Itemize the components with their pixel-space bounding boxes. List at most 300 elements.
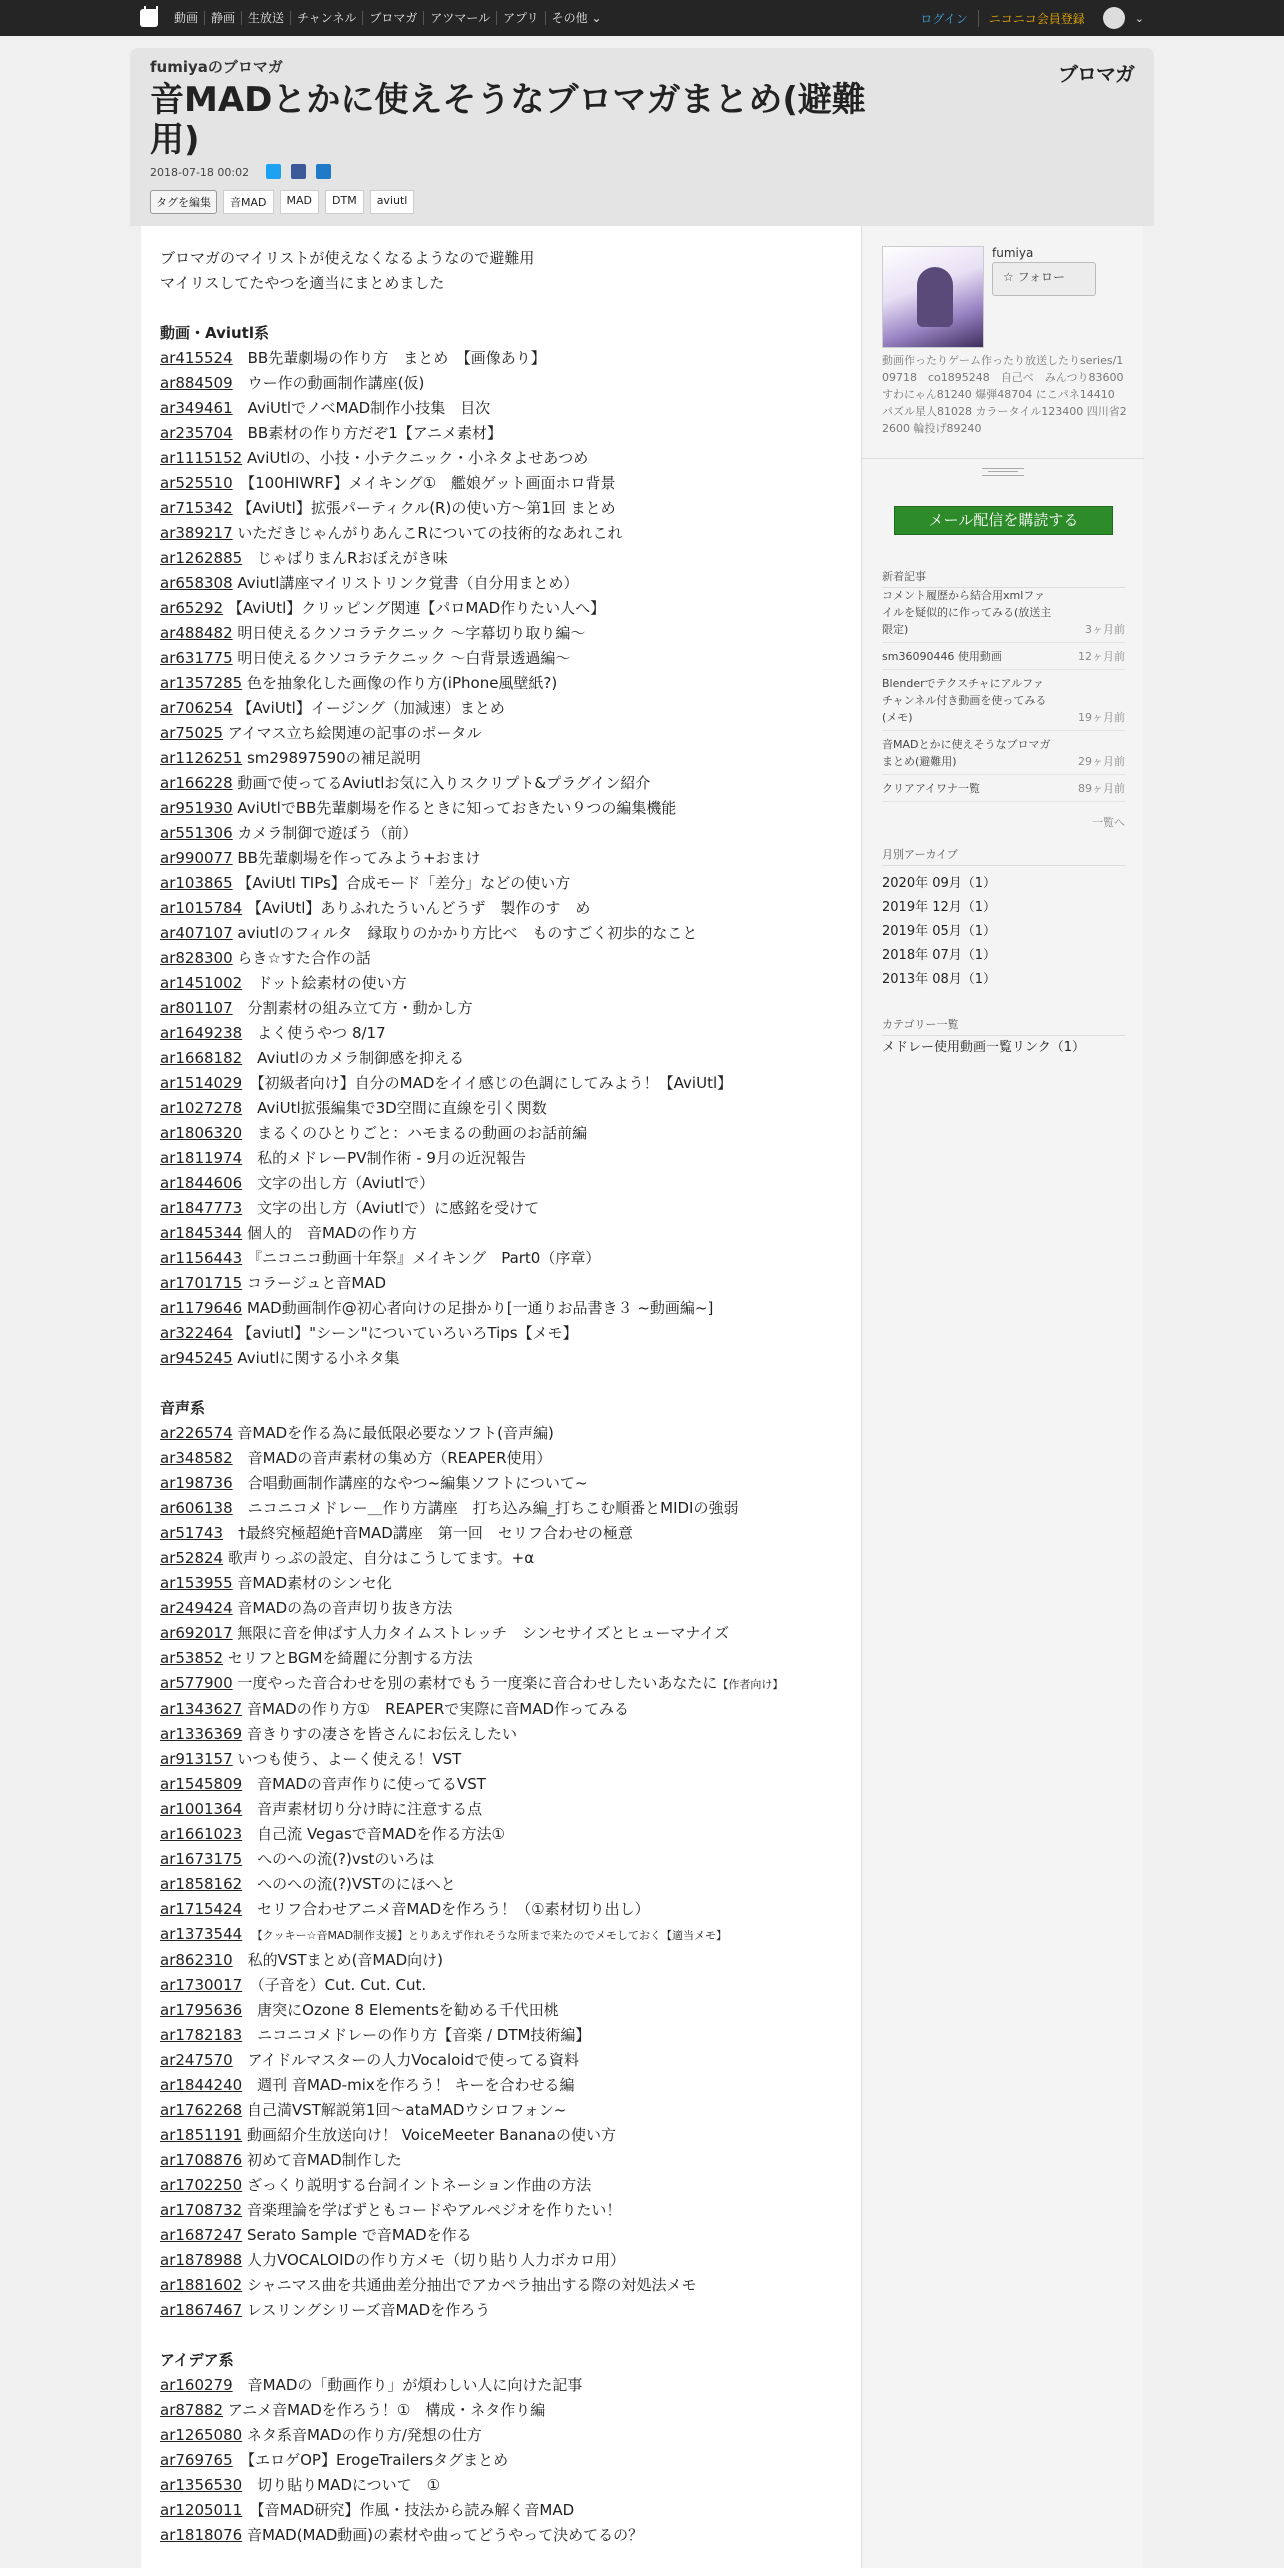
article-link[interactable]: ar862310: [160, 1951, 233, 1969]
article-link[interactable]: ar53852: [160, 1649, 224, 1667]
recent-post-item[interactable]: [882, 731, 1125, 775]
article-link-row: [160, 2398, 840, 2423]
article-link-title: 音MADの音声作りに使ってるVST: [242, 1775, 486, 1793]
article-link-row: [160, 796, 840, 821]
chevron-down-icon: ⌄: [591, 11, 602, 25]
article-link[interactable]: ar990077: [160, 849, 233, 867]
article-link-title: 明日使えるクソコラテクニック ～白背景透過編～: [232, 649, 571, 667]
article-link-row: [160, 1346, 840, 1371]
chevron-down-icon[interactable]: ⌄: [1134, 11, 1144, 25]
archive-item[interactable]: 2018年 07月（1）: [882, 948, 997, 963]
article-link[interactable]: ar1015784: [160, 899, 243, 917]
article-link[interactable]: ar488482: [160, 624, 233, 642]
article-link-row: [160, 2498, 840, 2523]
article-link-title: 音MAD素材のシンセ化: [232, 1574, 392, 1592]
article-link-row: [160, 1847, 840, 1872]
tag-item[interactable]: 音MAD: [223, 190, 274, 214]
article-link[interactable]: ar1844240: [160, 2076, 243, 2094]
article-link[interactable]: ar1343627: [160, 1700, 243, 1718]
recent-post-age: 12ヶ月前: [1078, 650, 1125, 663]
article-body: [160, 246, 840, 2548]
article-link-row: [160, 1021, 840, 1046]
article-link[interactable]: ar349461: [160, 399, 233, 417]
article-link-row: [160, 1772, 840, 1797]
recent-post-item[interactable]: [882, 775, 1125, 802]
article-link-title: 個人的 音MADの作り方: [242, 1224, 417, 1242]
article-link-row: [160, 1797, 840, 1822]
article-link[interactable]: ar1514029: [160, 1074, 243, 1092]
article-link-title: 【aviutl】"シーン"についていろいろTips【メモ】: [232, 1324, 578, 1342]
article-link-note: 【作者向け】: [717, 1678, 784, 1691]
article-link[interactable]: ar1795636: [160, 2001, 243, 2019]
article-link[interactable]: ar606138: [160, 1499, 233, 1517]
article-link[interactable]: ar551306: [160, 824, 233, 842]
article-link-row: [160, 596, 840, 621]
article-link[interactable]: ar1708876: [160, 2151, 243, 2169]
article-link[interactable]: ar1027278: [160, 1099, 243, 1117]
article-link-row: [160, 1246, 840, 1271]
article-link-row: [160, 1521, 840, 1546]
article-link[interactable]: ar87882: [160, 2401, 224, 2419]
article-link-row: [160, 1421, 840, 1446]
article-link-title: いただきじゃんがりあんこRについての技術的なあれこれ: [232, 524, 623, 542]
article-link[interactable]: ar1265080: [160, 2426, 243, 2444]
article-link-row: [160, 521, 840, 546]
blog-name[interactable]: fumiyaのブロマガ: [150, 58, 283, 76]
recent-post-item[interactable]: [882, 582, 1125, 643]
article-link-title: 【エロゲOP】ErogeTrailersタグまとめ: [232, 2451, 509, 2469]
article-link-row: [160, 1671, 840, 1697]
facebook-share-icon[interactable]: [291, 164, 306, 179]
article-link-title: シャニマス曲を共通曲差分抽出でアカペラ抽出する際の対処法メモ: [242, 2276, 697, 2294]
article-link[interactable]: ar1373544: [160, 1925, 243, 1943]
article-link-title: BB先輩劇場の作り方 まとめ 【画像あり】: [232, 349, 546, 367]
tag-item[interactable]: MAD: [280, 190, 320, 214]
intro-line: ブロマガのマイリストが使えなくなるようなので避難用: [160, 249, 535, 267]
article-link[interactable]: ar1708732: [160, 2201, 243, 2219]
article-link-title: [242, 1925, 257, 1943]
article-link[interactable]: ar525510: [160, 474, 233, 492]
recent-post-title: Blenderでテクスチャにアルファチャンネル付き動画を使ってみる(メモ): [882, 677, 1047, 724]
login-link[interactable]: ログイン: [920, 11, 968, 26]
article-link[interactable]: ar1336369: [160, 1725, 243, 1743]
article-link-title: レスリングシリーズ音MADを作ろう: [242, 2301, 491, 2319]
article-link-title: セリフ合わせアニメ音MADを作ろう！（①素材切り出し）: [242, 1900, 650, 1918]
article-link[interactable]: ar389217: [160, 524, 233, 542]
article-container: [141, 226, 861, 2568]
nav-item-blomaga[interactable]: ブロマガ: [363, 11, 424, 25]
article-link-title: 私的VSTまとめ(音MAD向け): [232, 1951, 444, 1969]
recent-post-item[interactable]: [882, 670, 1125, 731]
recent-post-age: 3ヶ月前: [1085, 623, 1125, 636]
article-link[interactable]: ar166228: [160, 774, 233, 792]
section-heading: アイデア系: [160, 2351, 234, 2369]
article-link-row: [160, 696, 840, 721]
article-link-title: 私的メドレーPV制作術 - 9月の近況報告: [242, 1149, 526, 1167]
article-link-row: [160, 2048, 840, 2073]
divider: [862, 458, 1144, 460]
article-link-title: 音MADの「動画作り」が煩わしい人に向けた記事: [232, 2376, 583, 2394]
article-link-row: [160, 896, 840, 921]
recent-post-title: 音MADとかに使えそうなブロマガまとめ(避難用): [882, 738, 1051, 768]
article-link[interactable]: ar1205011: [160, 2501, 243, 2519]
article-link-row: [160, 496, 840, 521]
article-link[interactable]: ar828300: [160, 949, 233, 967]
article-link-title: 歌声りっぷの設定、自分はこうしてます。+α: [223, 1549, 535, 1567]
article-link[interactable]: ar1701715: [160, 1274, 243, 1292]
article-link-row: [160, 1046, 840, 1071]
article-link[interactable]: ar715342: [160, 499, 233, 517]
article-link[interactable]: ar1845344: [160, 1224, 243, 1242]
article-link-title: Serato Sample で音MADを作る: [242, 2226, 472, 2244]
archive-item[interactable]: 2020年 09月（1）: [882, 876, 997, 891]
article-link[interactable]: ar1811974: [160, 1149, 243, 1167]
article-link-title: 音MAD(MAD動画)の素材や曲ってどうやって決めてるの？: [242, 2526, 644, 2544]
article-link-title: 自己流 Vegasで音MADを作る方法①: [242, 1825, 505, 1843]
article-link[interactable]: ar1762268: [160, 2101, 243, 2119]
article-link-title: Aviutl講座マイリストリンク覚書（自分用まとめ）: [232, 574, 579, 592]
article-link-title: Aviutlのカメラ制御感を抑える: [242, 1049, 465, 1067]
article-link-row: [160, 571, 840, 596]
user-avatar-icon[interactable]: [1103, 7, 1125, 29]
blog-header: [130, 48, 1154, 226]
article-link[interactable]: ar1673175: [160, 1850, 243, 1868]
recent-post-age: 89ヶ月前: [1078, 782, 1125, 795]
section-spacer: [160, 2323, 840, 2348]
article-link-title: Aviutlに関する小ネタ集: [232, 1349, 400, 1367]
article-link-row: [160, 2223, 840, 2248]
article-link-row: [160, 2373, 840, 2398]
article-link[interactable]: ar1730017: [160, 1976, 243, 1994]
category-item[interactable]: メドレー使用動画一覧リンク（1）: [882, 1040, 1086, 1055]
article-link[interactable]: ar1858162: [160, 1875, 243, 1893]
article-link-row: [160, 546, 840, 571]
article-link[interactable]: ar1867467: [160, 2301, 243, 2319]
article-link-title: 音MADの為の音声切り抜き方法: [232, 1599, 453, 1617]
article-link-title: 分割素材の組み立て方・動かし方: [232, 999, 473, 1017]
article-link[interactable]: ar407107: [160, 924, 233, 942]
article-link[interactable]: ar1126251: [160, 749, 243, 767]
share-buttons: [266, 164, 331, 179]
article-link-row: [160, 1146, 840, 1171]
follow-button[interactable]: [992, 262, 1096, 296]
section-heading: 動画・Aviutl系: [160, 324, 269, 342]
article-link-row: [160, 946, 840, 971]
article-link-title: 動画で使ってるAviutlお気に入りスクリプト&プラグイン紹介: [232, 774, 651, 792]
archive-item[interactable]: 2019年 05月（1）: [882, 924, 997, 939]
nav-item-app[interactable]: アプリ: [497, 11, 546, 25]
article-link-row: [160, 1948, 840, 1973]
article-link[interactable]: ar1262885: [160, 549, 243, 567]
nav-item-seiga[interactable]: 静画: [205, 11, 242, 25]
article-link-title: aviutlのフィルタ 縁取りのかかり方比べ ものすごく初歩的なこと: [232, 924, 698, 942]
article-link-row: [160, 1096, 840, 1121]
article-link-row: [160, 1897, 840, 1922]
article-link[interactable]: ar1156443: [160, 1249, 243, 1267]
recent-post-title: コメント履歴から結合用xmlファイルを疑似的に作ってみる(放送主限定): [882, 589, 1052, 636]
article-link-title: 【AviUtl】拡張パーティクル(R)の使い方～第1回 まとめ: [232, 499, 616, 517]
tag-list: [150, 190, 414, 214]
recent-heading: 新着記事: [882, 568, 1125, 588]
article-link-title: AviUtl拡張編集で3D空間に直線を引く関数: [242, 1099, 547, 1117]
nav-item-live[interactable]: 生放送: [242, 11, 291, 25]
post-date: 2018-07-18 00:02: [150, 166, 250, 179]
article-link-title: （子音を）Cut. Cut. Cut.: [242, 1976, 427, 1994]
recent-post-item[interactable]: [882, 643, 1125, 670]
twitter-share-icon[interactable]: [266, 164, 281, 179]
article-link[interactable]: ar1881602: [160, 2276, 243, 2294]
article-link-row: [160, 646, 840, 671]
article-link[interactable]: ar945245: [160, 1349, 233, 1367]
article-link[interactable]: ar1847773: [160, 1199, 243, 1217]
article-link-title: †最終究極超絶†音MAD講座 第一回 セリフ合わせの極意: [223, 1524, 633, 1542]
article-link-row: [160, 746, 840, 771]
category-list: [882, 1036, 1125, 1060]
article-link-row: [160, 2298, 840, 2323]
article-link-row: [160, 621, 840, 646]
article-link[interactable]: ar884509: [160, 374, 233, 392]
article-link-title: 【AviUtl】クリッピング関連【パロMAD作りたい人へ】: [223, 599, 606, 617]
article-link-row: [160, 2523, 840, 2548]
article-link-title: ネタ系音MADの作り方/発想の仕方: [242, 2426, 482, 2444]
mail-subscribe-button[interactable]: メール配信を購読する: [894, 506, 1113, 535]
article-link-title: 【音MAD研究】作風・技法から読み解く音MAD: [242, 2501, 575, 2519]
article-link-title: 切り貼りMADについて ①: [242, 2476, 441, 2494]
article-link-row: [160, 2173, 840, 2198]
article-link-row: [160, 2098, 840, 2123]
tag-item[interactable]: aviutl: [370, 190, 415, 214]
profile-avatar[interactable]: [882, 246, 984, 348]
article-link-title: ニコニコメドレー＿作り方講座 打ち込み編_打ちこむ順番とMIDIの強弱: [232, 1499, 739, 1517]
article-link[interactable]: ar1687247: [160, 2226, 243, 2244]
follow-label: フォロー: [1017, 270, 1065, 284]
article-link-title: 色を抽象化した画像の作り方(iPhone風壁紙?): [242, 674, 558, 692]
article-link-title: 音声素材切り分け時に注意する点: [242, 1800, 483, 1818]
article-link-row: [160, 821, 840, 846]
article-link-title: ウー作の動画制作講座(仮): [232, 374, 425, 392]
nav-item-more[interactable]: [546, 11, 608, 25]
article-link[interactable]: ar801107: [160, 999, 233, 1017]
collapse-handle-icon[interactable]: [982, 468, 1024, 476]
article-link-title: アイドルマスターの人力Vocaloidで使ってる資料: [232, 2051, 580, 2069]
hatena-bookmark-icon[interactable]: [316, 164, 331, 179]
article-link[interactable]: ar235704: [160, 424, 233, 442]
article-link-title: MAD動画制作@初心者向けの足掛かり[一通りお品書き３ ~動画編~]: [242, 1299, 714, 1317]
nav-more-label: その他: [551, 11, 588, 25]
more-link[interactable]: 一覧へ: [1092, 816, 1125, 829]
category-heading: カテゴリー一覧: [882, 1016, 1125, 1036]
article-link-title: 文字の出し方（Aviutlで）: [242, 1174, 435, 1192]
section-spacer: [160, 1371, 840, 1396]
article-link[interactable]: ar1115152: [160, 449, 243, 467]
article-link[interactable]: ar1851191: [160, 2126, 243, 2144]
article-link[interactable]: ar1806320: [160, 1124, 243, 1142]
article-link[interactable]: ar706254: [160, 699, 233, 717]
article-link[interactable]: ar249424: [160, 1599, 233, 1617]
article-link-title: コラージュと音MAD: [242, 1274, 387, 1292]
article-link-row: [160, 996, 840, 1021]
article-link[interactable]: ar153955: [160, 1574, 233, 1592]
recent-post-age: 19ヶ月前: [1078, 711, 1125, 724]
article-link-row: [160, 721, 840, 746]
article-link[interactable]: ar198736: [160, 1474, 233, 1492]
article-link[interactable]: ar913157: [160, 1750, 233, 1768]
article-link[interactable]: ar1818076: [160, 2526, 243, 2544]
article-link[interactable]: ar226574: [160, 1424, 233, 1442]
article-link[interactable]: ar1715424: [160, 1900, 243, 1918]
archive-item[interactable]: 2013年 08月（1）: [882, 972, 997, 987]
article-link[interactable]: ar1356530: [160, 2476, 243, 2494]
article-link-row: [160, 471, 840, 496]
article-link-row: [160, 2248, 840, 2273]
section-heading: 音声系: [160, 1399, 206, 1417]
article-link-row: [160, 2023, 840, 2048]
article-link-title: AviUtlでノベMAD制作小技集 目次: [232, 399, 491, 417]
profile-description: 動画作ったりゲーム作ったり放送したりseries/109718 co1895248 自己べ みんつり83600 すわにゃん81240 爆弾48704 にこパネ14410 パズル星人81028 カラータイル123400 四川省22600 輪投げ89240: [882, 354, 1127, 435]
article-link[interactable]: ar1782183: [160, 2026, 243, 2044]
article-link-row: [160, 396, 840, 421]
article-link[interactable]: ar160279: [160, 2376, 233, 2394]
article-link-title: 週刊 音MAD-mixを作ろう！ キーを合わせる編: [242, 2076, 575, 2094]
article-link-title: 自己満VST解説第1回～ataMADウシロフォン~: [242, 2101, 567, 2119]
article-link-title: BB素材の作り方だぞ1【アニメ素材】: [232, 424, 503, 442]
article-link-row: [160, 1171, 840, 1196]
article-link-row: [160, 1571, 840, 1596]
article-link-row: [160, 1471, 840, 1496]
nav-item-atsumaru[interactable]: アツマール: [424, 11, 497, 25]
article-link[interactable]: ar415524: [160, 349, 233, 367]
nav-item-channel[interactable]: チャンネル: [291, 11, 363, 25]
article-link-row: [160, 371, 840, 396]
article-link-title: 文字の出し方（Aviutlで）に感銘を受けて: [242, 1199, 540, 1217]
article-link-note: 【クッキー☆音MAD制作支援】とりあえず作れそうな所まで来たのでメモしておく【適当メモ】: [257, 1929, 728, 1942]
article-link-title: いつも使う、よーく使える！VST: [232, 1750, 462, 1768]
article-link[interactable]: ar1661023: [160, 1825, 243, 1843]
article-link-row: [160, 1646, 840, 1671]
article-link-row: [160, 1121, 840, 1146]
article-link-row: [160, 1071, 840, 1096]
article-link-title: ざっくり説明する台詞イントネーション作曲の方法: [242, 2176, 592, 2194]
article-link-row: [160, 2473, 840, 2498]
article-title: 音MADとかに使えそうなブロマガまとめ(避難用): [150, 80, 866, 160]
article-link-title: 【初級者向け】自分のMADをイイ感じの色調にしてみよう！【AviUtl】: [242, 1074, 733, 1092]
article-link[interactable]: ar1668182: [160, 1049, 243, 1067]
star-icon: ☆: [1003, 270, 1014, 284]
article-link-title: 音楽理論を学ばずともコードやアルペジオを作りたい！: [242, 2201, 622, 2219]
article-link-title: 明日使えるクソコラテクニック ～字幕切り取り編～: [232, 624, 586, 642]
article-link[interactable]: ar1702250: [160, 2176, 243, 2194]
article-link-title: 【AviUtl】ありふれたういんどうず 製作のす め: [242, 899, 591, 917]
article-link-row: [160, 1998, 840, 2023]
article-link-row: [160, 1546, 840, 1571]
recent-post-title: sm36090446 使用動画: [882, 650, 1002, 663]
edit-tags-button[interactable]: タグを編集: [150, 190, 217, 214]
article-link[interactable]: ar631775: [160, 649, 233, 667]
article-link-row: [160, 1196, 840, 1221]
article-link-row: [160, 1697, 840, 1722]
article-link-row: [160, 846, 840, 871]
section-spacer: [160, 296, 840, 321]
article-link-row: [160, 1922, 840, 1948]
article-link[interactable]: ar951930: [160, 799, 233, 817]
article-link-row: [160, 1822, 840, 1847]
global-nav: [168, 0, 608, 36]
article-link-title: セリフとBGMを綺麗に分割する方法: [223, 1649, 473, 1667]
article-link[interactable]: ar1844606: [160, 1174, 243, 1192]
article-link-title: アイマス立ち絵関連の記事のポータル: [223, 724, 482, 742]
article-link-row: [160, 871, 840, 896]
recent-posts-list: [882, 582, 1125, 830]
article-link-row: [160, 1221, 840, 1246]
article-link[interactable]: ar1001364: [160, 1800, 243, 1818]
article-link-title: 無限に音を伸ばす人力タイムストレッチ シンセサイズとヒューマナイズ: [232, 1624, 730, 1642]
article-link[interactable]: ar322464: [160, 1324, 233, 1342]
article-link-title: 合唱動画制作講座的なやつ~編集ソフトについて~: [232, 1474, 588, 1492]
article-link[interactable]: ar75025: [160, 724, 224, 742]
article-link[interactable]: ar1179646: [160, 1299, 243, 1317]
article-link[interactable]: ar1545809: [160, 1775, 243, 1793]
article-link-title: 初めて音MAD制作した: [242, 2151, 402, 2169]
article-link[interactable]: ar348582: [160, 1449, 233, 1467]
article-link[interactable]: ar1451002: [160, 974, 243, 992]
niconico-logo-icon[interactable]: [140, 9, 158, 27]
top-nav-bar: [0, 0, 1284, 36]
article-link-row: [160, 346, 840, 371]
article-link-title: BB先輩劇場を作ってみよう+おまけ: [232, 849, 481, 867]
article-link[interactable]: ar1649238: [160, 1024, 243, 1042]
profile-username[interactable]: fumiya: [992, 246, 1034, 260]
article-link[interactable]: ar769765: [160, 2451, 233, 2469]
article-link-row: [160, 1271, 840, 1296]
article-link-row: [160, 1496, 840, 1521]
article-link-title: 音MADを作る為に最低限必要なソフト(音声編): [232, 1424, 554, 1442]
article-link[interactable]: ar1878988: [160, 2251, 243, 2269]
article-link[interactable]: ar247570: [160, 2051, 233, 2069]
article-link-row: [160, 671, 840, 696]
article-link[interactable]: ar65292: [160, 599, 224, 617]
article-link[interactable]: ar51743: [160, 1524, 224, 1542]
article-link-row: [160, 1596, 840, 1621]
recent-post-age: 29ヶ月前: [1078, 755, 1125, 768]
article-link-title: 『ニコニコ動画十年祭』メイキング Part0（序章）: [242, 1249, 601, 1267]
archive-item[interactable]: 2019年 12月（1）: [882, 900, 997, 915]
article-link-row: [160, 421, 840, 446]
tag-item[interactable]: DTM: [325, 190, 364, 214]
article-link-row: [160, 971, 840, 996]
article-link-title: AviUtlでBB先輩劇場を作るときに知っておきたい９つの編集機能: [232, 799, 677, 817]
article-link[interactable]: ar103865: [160, 874, 233, 892]
article-link-title: 音MADの音声素材の集め方（REAPER使用）: [232, 1449, 552, 1467]
article-link-title: カメラ制御で遊ぼう（前）: [232, 824, 418, 842]
article-link-title: 人力VOCALOIDの作り方メモ（切り貼り人力ボカロ用）: [242, 2251, 626, 2269]
intro-line: マイリスしてたやつを適当にまとめました: [160, 274, 445, 292]
nav-item-douga[interactable]: 動画: [168, 11, 205, 25]
article-link[interactable]: ar692017: [160, 1624, 233, 1642]
article-link-title: sm29897590の補足説明: [242, 749, 421, 767]
article-link-title: よく使うやつ 8/17: [242, 1024, 386, 1042]
article-link[interactable]: ar1357285: [160, 674, 243, 692]
article-link-title: アニメ音MADを作ろう！① 構成・ネタ作り編: [223, 2401, 546, 2419]
archive-heading: 月別アーカイブ: [882, 846, 1125, 866]
article-link-title: 動画紹介生放送向け！ VoiceMeeter Bananaの使い方: [242, 2126, 616, 2144]
article-link-row: [160, 1446, 840, 1471]
register-link[interactable]: ニコニコ会員登録: [978, 10, 1085, 27]
article-link-row: [160, 1973, 840, 1998]
article-link[interactable]: ar52824: [160, 1549, 224, 1567]
article-link[interactable]: ar577900: [160, 1674, 233, 1692]
article-link[interactable]: ar658308: [160, 574, 233, 592]
blomaga-brand-logo[interactable]: ブロマガ: [1058, 62, 1134, 86]
